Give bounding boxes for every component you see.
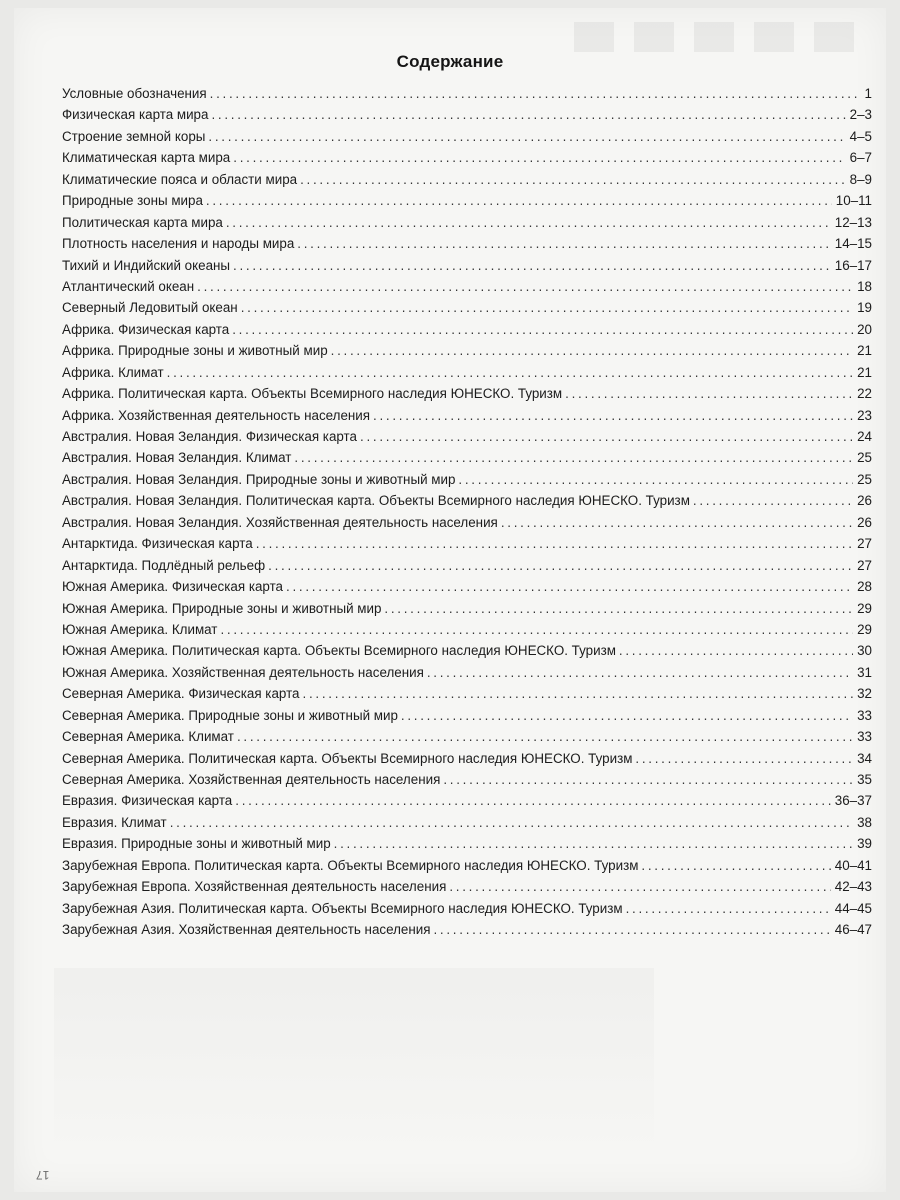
toc-entry-title: Северная Америка. Природные зоны и животный мир <box>62 707 398 723</box>
toc-entry-page: 44–45 <box>834 900 872 916</box>
toc-entry <box>62 450 872 471</box>
toc-entry <box>62 836 872 857</box>
toc-entry <box>62 150 872 171</box>
toc-dot-leader <box>167 365 853 380</box>
toc-entry <box>62 472 872 493</box>
toc-entry <box>62 536 872 557</box>
toc-entry-page: 19 <box>857 300 872 316</box>
toc-entry <box>62 258 872 279</box>
toc-entry-title: Тихий и Индийский океаны <box>62 257 231 273</box>
toc-dot-leader <box>206 193 832 208</box>
toc-entry-title: Австралия. Новая Зеландия. Хозяйственная деятельность населения <box>62 514 498 530</box>
toc-entry-page: 24 <box>857 429 872 444</box>
toc-dot-leader <box>208 129 845 144</box>
toc-entry-title: Северная Америка. Хозяйственная деятельность населения <box>62 772 441 787</box>
toc-entry <box>62 86 872 107</box>
toc-dot-leader <box>294 450 853 465</box>
toc-entry-title: Африка. Природные зоны и животный мир <box>62 343 328 359</box>
toc-entry-page: 46–47 <box>834 922 872 938</box>
toc-entry-title: Африка. Физическая карта <box>62 321 230 337</box>
toc-entry-page: 29 <box>857 621 872 637</box>
toc-dot-leader <box>233 150 845 165</box>
toc-entry-page: 6–7 <box>849 150 872 166</box>
document-page <box>14 8 886 1192</box>
toc-entry-page: 33 <box>857 729 872 745</box>
toc-entry <box>62 665 872 686</box>
toc-entry-page: 28 <box>857 579 872 595</box>
toc-entry-title: Условные обозначения <box>62 86 207 101</box>
toc-entry <box>62 429 872 450</box>
toc-dot-leader <box>626 901 831 916</box>
toc-entry-title: Строение земной коры <box>62 128 206 144</box>
toc-dot-leader <box>211 107 845 122</box>
toc-entry-title: Северный Ледовитый океан <box>62 300 238 316</box>
toc-entry <box>62 579 872 600</box>
toc-dot-leader <box>443 772 853 787</box>
toc-entry-title: Плотность населения и народы мира <box>62 236 295 252</box>
toc-entry-page: 33 <box>857 707 872 723</box>
toc-entry <box>62 107 872 128</box>
toc-dot-leader <box>268 558 853 573</box>
toc-dot-leader <box>619 643 853 658</box>
toc-entry-page: 27 <box>857 557 872 573</box>
toc-entry-title: Северная Америка. Физическая карта <box>62 686 300 702</box>
toc-entry <box>62 793 872 814</box>
toc-entry <box>62 751 872 772</box>
toc-entry-page: 8–9 <box>849 171 872 187</box>
toc-entry <box>62 172 872 193</box>
toc-entry-page: 2–3 <box>849 107 872 123</box>
toc-dot-leader <box>641 858 830 873</box>
toc-dot-leader <box>384 601 853 616</box>
toc-entry <box>62 129 872 150</box>
toc-entry <box>62 901 872 922</box>
toc-dot-leader <box>635 751 853 766</box>
toc-dot-leader <box>501 515 853 530</box>
toc-dot-leader <box>373 408 853 423</box>
toc-entry-page: 25 <box>857 450 872 466</box>
toc-dot-leader <box>331 343 853 358</box>
bleed-through-top <box>574 22 874 52</box>
toc-entry-page: 10–11 <box>835 193 872 209</box>
toc-entry-title: Северная Америка. Климат <box>62 729 234 745</box>
toc-entry-page: 30 <box>857 643 872 659</box>
toc-entry-title: Зарубежная Европа. Хозяйственная деятельность населения <box>62 879 447 895</box>
toc-entry-page: 25 <box>857 471 872 487</box>
toc-entry-title: Природные зоны мира <box>62 193 203 209</box>
toc-entry-title: Евразия. Природные зоны и животный мир <box>62 836 331 852</box>
toc-entry-page: 16–17 <box>834 257 872 273</box>
toc-entry <box>62 686 872 707</box>
toc-entry <box>62 643 872 664</box>
toc-entry-page: 42–43 <box>834 879 872 895</box>
toc-entry-title: Южная Америка. Физическая карта <box>62 579 284 595</box>
toc-dot-leader <box>303 686 854 701</box>
toc-entry <box>62 601 872 622</box>
toc-entry <box>62 236 872 257</box>
toc-entry <box>62 558 872 579</box>
toc-entry-title: Южная Америка. Природные зоны и животный мир <box>62 600 382 616</box>
toc-entry-title: Физическая карта мира <box>62 107 209 123</box>
toc-entry-title: Зарубежная Европа. Политическая карта. Объекты Всемирного наследия ЮНЕСКО. Туризм <box>62 857 639 873</box>
toc-dot-leader <box>226 215 831 230</box>
toc-entry-title: Атлантический океан <box>62 278 195 294</box>
toc-dot-leader <box>237 729 853 744</box>
toc-dot-leader <box>458 472 853 487</box>
toc-entry-title: Антарктида. Подлёдный рельеф <box>62 557 266 573</box>
toc-entry-page: 34 <box>857 750 872 766</box>
toc-entry <box>62 322 872 343</box>
toc-entry-page: 40–41 <box>834 857 872 873</box>
toc-entry-page: 21 <box>857 364 872 380</box>
toc-entry-title: Евразия. Климат <box>62 814 167 830</box>
toc-entry-page: 27 <box>857 536 872 552</box>
toc-entry-title: Африка. Климат <box>62 364 164 380</box>
toc-entry-title: Зарубежная Азия. Политическая карта. Объекты Всемирного наследия ЮНЕСКО. Туризм <box>62 900 623 916</box>
page-number-mark: 17 <box>36 1168 50 1182</box>
toc-entry-title: Южная Америка. Политическая карта. Объекты Всемирного наследия ЮНЕСКО. Туризм <box>62 643 616 659</box>
toc-entry-page: 21 <box>857 343 872 359</box>
toc-entry <box>62 193 872 214</box>
toc-entry-page: 26 <box>857 514 872 530</box>
toc-entry-title: Африка. Хозяйственная деятельность населения <box>62 407 371 423</box>
toc-dot-leader <box>233 258 831 273</box>
toc-entry-title: Австралия. Новая Зеландия. Природные зоны и животный мир <box>62 471 456 487</box>
toc-entry-title: Евразия. Физическая карта <box>62 793 233 809</box>
toc-dot-leader <box>197 279 853 294</box>
toc-entry-page: 4–5 <box>849 128 872 144</box>
toc-entry-title: Климатическая карта мира <box>62 150 231 166</box>
toc-dot-leader <box>300 172 846 187</box>
toc-entry-title: Климатические пояса и области мира <box>62 171 298 187</box>
toc-entry <box>62 772 872 793</box>
toc-entry <box>62 343 872 364</box>
toc-dot-leader <box>241 300 853 315</box>
toc-entry <box>62 408 872 429</box>
table-of-contents <box>62 86 872 944</box>
toc-entry <box>62 879 872 900</box>
toc-entry-page: 22 <box>857 386 872 402</box>
toc-dot-leader <box>565 386 853 401</box>
toc-dot-leader <box>433 922 830 937</box>
toc-dot-leader <box>286 579 853 594</box>
toc-dot-leader <box>170 815 853 830</box>
toc-dot-leader <box>235 793 830 808</box>
toc-entry-title: Южная Америка. Климат <box>62 621 218 637</box>
toc-entry-title: Политическая карта мира <box>62 214 223 230</box>
toc-dot-leader <box>401 708 853 723</box>
toc-entry <box>62 493 872 514</box>
toc-dot-leader <box>427 665 853 680</box>
toc-entry <box>62 708 872 729</box>
toc-dot-leader <box>334 836 853 851</box>
toc-entry-title: Африка. Политическая карта. Объекты Всемирного наследия ЮНЕСКО. Туризм <box>62 386 563 402</box>
toc-dot-leader <box>360 429 853 444</box>
toc-entry-page: 23 <box>857 407 872 423</box>
toc-entry <box>62 815 872 836</box>
toc-entry-title: Австралия. Новая Зеландия. Климат <box>62 450 292 466</box>
toc-dot-leader <box>449 879 830 894</box>
toc-entry <box>62 300 872 321</box>
toc-entry-page: 36–37 <box>834 793 872 809</box>
toc-entry-page: 38 <box>857 814 872 830</box>
toc-entry-page: 31 <box>857 664 872 680</box>
toc-entry <box>62 922 872 943</box>
toc-entry <box>62 622 872 643</box>
toc-dot-leader <box>297 236 830 251</box>
toc-entry-page: 29 <box>857 600 872 616</box>
toc-entry <box>62 858 872 879</box>
toc-entry <box>62 729 872 750</box>
toc-dot-leader <box>232 322 853 337</box>
toc-entry-page: 35 <box>857 772 872 787</box>
toc-entry <box>62 215 872 236</box>
toc-entry-page: 39 <box>857 836 872 852</box>
toc-entry-page: 32 <box>857 686 872 702</box>
toc-entry <box>62 515 872 536</box>
toc-entry-page: 12–13 <box>834 214 872 230</box>
toc-dot-leader <box>210 86 861 101</box>
toc-entry-title: Северная Америка. Политическая карта. Объекты Всемирного наследия ЮНЕСКО. Туризм <box>62 750 633 766</box>
toc-dot-leader <box>693 493 853 508</box>
bleed-through-bottom <box>54 968 654 1158</box>
toc-entry-title: Австралия. Новая Зеландия. Политическая карта. Объекты Всемирного наследия ЮНЕСКО. Туризм <box>62 493 690 509</box>
page-title: Содержание <box>396 52 504 71</box>
toc-entry-page: 14–15 <box>834 236 872 252</box>
toc-entry-title: Антарктида. Физическая карта <box>62 536 253 552</box>
toc-dot-leader <box>256 536 853 551</box>
toc-entry-page: 1 <box>864 86 872 101</box>
toc-entry-title: Зарубежная Азия. Хозяйственная деятельность населения <box>62 922 431 938</box>
toc-entry-page: 18 <box>857 278 872 294</box>
toc-entry <box>62 365 872 386</box>
toc-entry-title: Австралия. Новая Зеландия. Физическая карта <box>62 429 357 444</box>
toc-entry <box>62 279 872 300</box>
toc-entry-page: 20 <box>857 321 872 337</box>
toc-entry-title: Южная Америка. Хозяйственная деятельность населения <box>62 664 424 680</box>
toc-entry <box>62 386 872 407</box>
toc-entry-page: 26 <box>857 493 872 509</box>
toc-dot-leader <box>220 622 853 637</box>
